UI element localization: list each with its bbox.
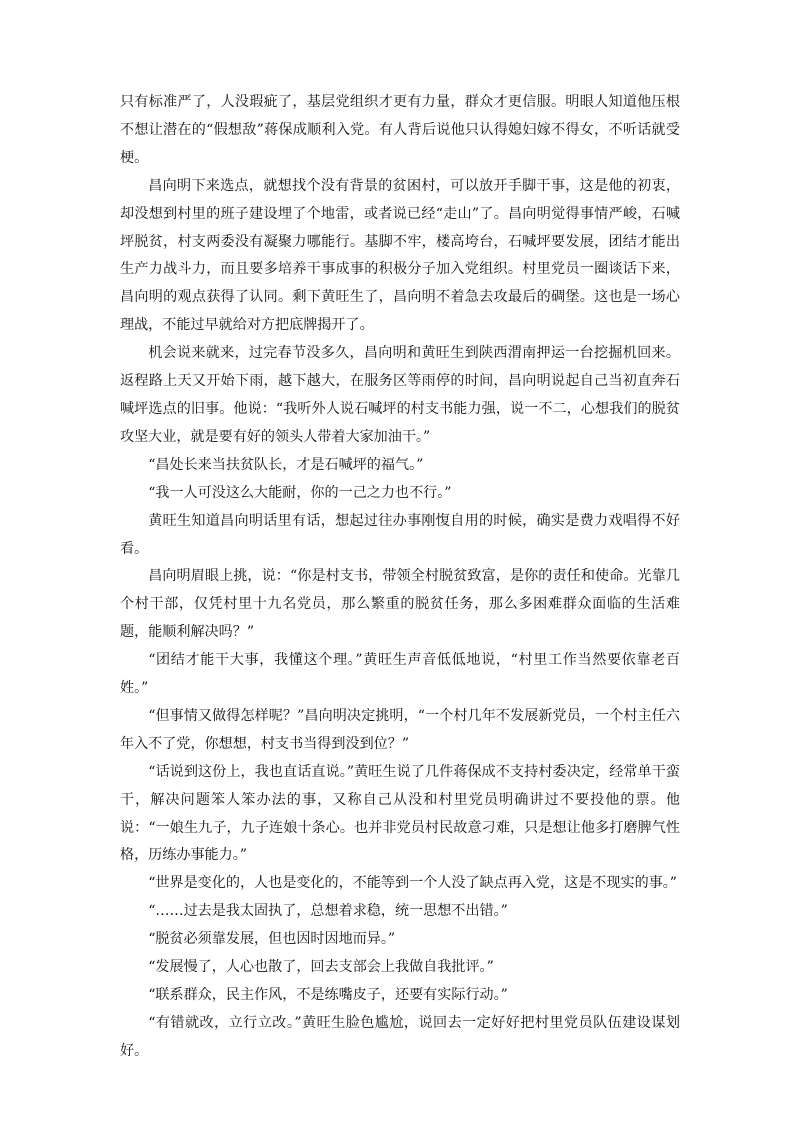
paragraph-4: “昌处长来当扶贫队长，才是石喊坪的福气。”	[148, 456, 424, 473]
paragraph-9: “但事情又做得怎样呢？”昌向明决定挑明，“一个村几年不发展新党员，一个村主任六年入不了党，你想想，村支书当得到没到位？”	[120, 707, 680, 752]
paragraph-13: “脱贫必须靠发展，但也因时因地而异。”	[148, 931, 396, 948]
paragraph-16: “有错就改，立行立改。”黄旺生脸色尴尬，说回去一定好好把村里党员队伍建设谋划好。	[120, 1014, 680, 1059]
paragraph-1: 只有标准严了，人没瑕疵了，基层党组织才更有力量，群众才更信服。明眼人知道他压根不想让潜在的“假想敌”蒋保成顺利入党。有人背后说他只认得媳妇嫁不得女，不听话就受梗。	[120, 94, 680, 166]
paragraph-7: 昌向明眉眼上挑，说：“你是村支书，带领全村脱贫致富，是你的责任和使命。光靠几个村干部，仅凭村里十九名党员，那么繁重的脱贫任务，那么多困难群众面临的生活难题，能顺利解决吗？”	[120, 568, 680, 641]
paragraph-10: “话说到这份上，我也直话直说。”黄旺生说了几件蒋保成不支持村委决定，经常单干蛮干，解决问题笨人笨办法的事，又称自己从没和村里党员明确讲过不要投他的票。他说：“一娘生九子，九子连娘十条心。也并非党员村民故意刁难，只是想让他多打磨脾气性格，历练办事能力。”	[120, 763, 680, 864]
paragraph-14: “发展慢了，人心也散了，回去支部会上我做自我批评。”	[148, 959, 494, 976]
paragraph-3: 机会说来就来，过完春节没多久，昌向明和黄旺生到陕西渭南押运一台挖掘机回来。返程路上天又开始下雨，越下越大，在服务区等雨停的时间，昌向明说起自己当初直奔石喊坪选点的旧事。他说：“我听外人说石喊坪的村支书能力强，说一不二，心想我们的脱贫攻坚大业，就是要有好的领头人带着大家加油干。”	[120, 345, 680, 445]
paragraph-8: “团结才能干大事，我懂这个理。”黄旺生声音低低地说，“村里工作当然要依靠老百姓。”	[120, 652, 680, 697]
document-page	[120, 89, 680, 1066]
paragraph-2: 昌向明下来选点，就想找个没有背景的贫困村，可以放开手脚干事，这是他的初衷，却没想到村里的班子建设埋了个地雷，或者说已经“走山”了。昌向明觉得事情严峻，石喊坪脱贫，村支两委没有凝聚力哪能行。基脚不牢，楼高垮台，石喊坪要发展，团结才能出生产力战斗力，而且要多培养干事成事的积极分子加入党组织。村里党员一圈谈话下来，昌向明的观点获得了认同。剩下黄旺生了，昌向明不着急去攻最后的碉堡。这也是一场心理战，不能过早就给对方把底牌揭开了。	[120, 177, 680, 334]
paragraph-11: “世界是变化的，人也是变化的，不能等到一个人没了缺点再入党，这是不现实的事。”	[148, 875, 678, 892]
paragraph-6: 黄旺生知道昌向明话里有话，想起过往办事刚愎自用的时候，确实是费力戏唱得不好看。	[120, 512, 680, 557]
paragraph-5: “我一人可没这么大能耐，你的一己之力也不行。”	[148, 484, 452, 501]
paragraph-12: “……过去是我太固执了，总想着求稳，统一思想不出错。”	[148, 903, 508, 920]
paragraph-15: “联系群众，民主作风，不是练嘴皮子，还要有实际行动。”	[148, 987, 508, 1003]
